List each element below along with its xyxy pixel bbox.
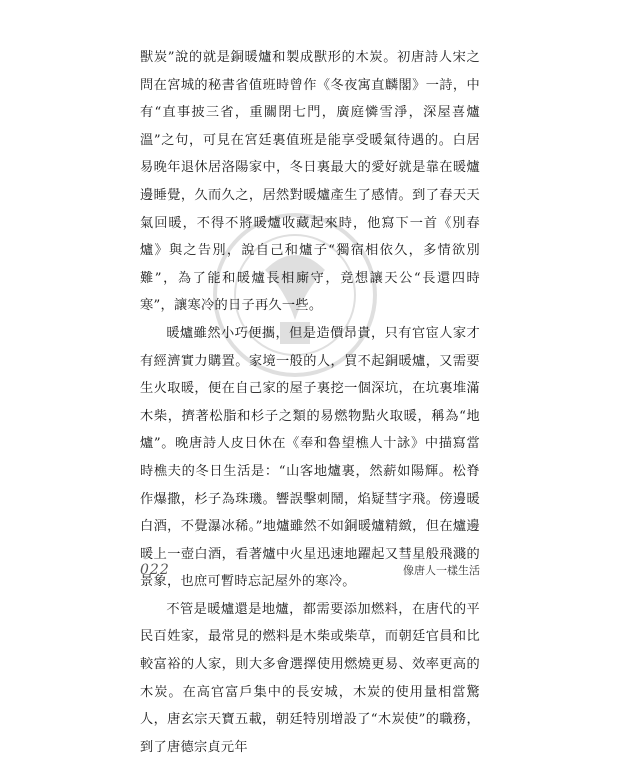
page-number: 022	[140, 562, 170, 578]
paragraph-1: 獸炭”說的就是銅暖爐和製成獸形的木炭。初唐詩人宋之問在宮城的秘書省值班時曾作《冬夜寓直麟閣》一詩，中有“直事披三省，重關閉七門，廣庭憐雪淨，深屋喜爐溫”之句，可見在宮廷裏值班是能享受暖氣待遇的。白居易晚年退休居洛陽家中，冬日裏最大的愛好就是靠在暖爐邊睡覺，久而久之，居然對暖爐產生了感情。到了春天天氣回暖，不得不將暖爐收藏起來時，他寫下一首《別春爐》與之告別，說自己和爐子“獨宿相依久，多情欲別難”，為了能和暖爐長相廝守，竟想讓天公“長還四時寒”，讓寒冷的日子再久一些。	[140, 50, 480, 314]
running-title: 像唐人一樣生活	[403, 564, 480, 577]
paragraph-3: 不管是暖爐還是地爐，都需要添加燃料，在唐代的平民百姓家，最常見的燃料是木柴或柴草，而朝廷官員和比較富裕的人家，則大多會選擇使用燃燒更易、效率更高的木炭。在高官富戶集中的長安城，木炭的使用量相當驚人，唐玄宗天寶五載，朝廷特別增設了“木炭使”的職務，到了唐德宗貞元年	[140, 601, 480, 755]
body-text	[140, 44, 480, 761]
page-footer	[140, 560, 480, 580]
paragraph-2: 暖爐雖然小巧便攜，但是造價昂貴，只有官宦人家才有經濟實力購置。家境一般的人，買不起銅暖爐，又需要生火取暖，便在自己家的屋子裏挖一個深坑，在坑裏堆滿木柴，擠著松脂和杉子之類的易燃物點火取暖，稱為“地爐”。晚唐詩人皮日休在《奉和魯望樵人十詠》中描寫當時樵夫的冬日生活是：“山客地爐裏，然薪如陽輝。松脊作爆撒，杉子為珠璣。響誤擊刺鬧，焰疑彗字飛。傍邊暖白酒，不覺瀑冰稀。”地爐雖然不如銅暖爐精緻，但在爐邊暖上一壺白酒，看著爐中火星迅速地躍起又彗星般飛濺的景象，也庶可暫時忘記屋外的寒冷。	[140, 325, 480, 590]
